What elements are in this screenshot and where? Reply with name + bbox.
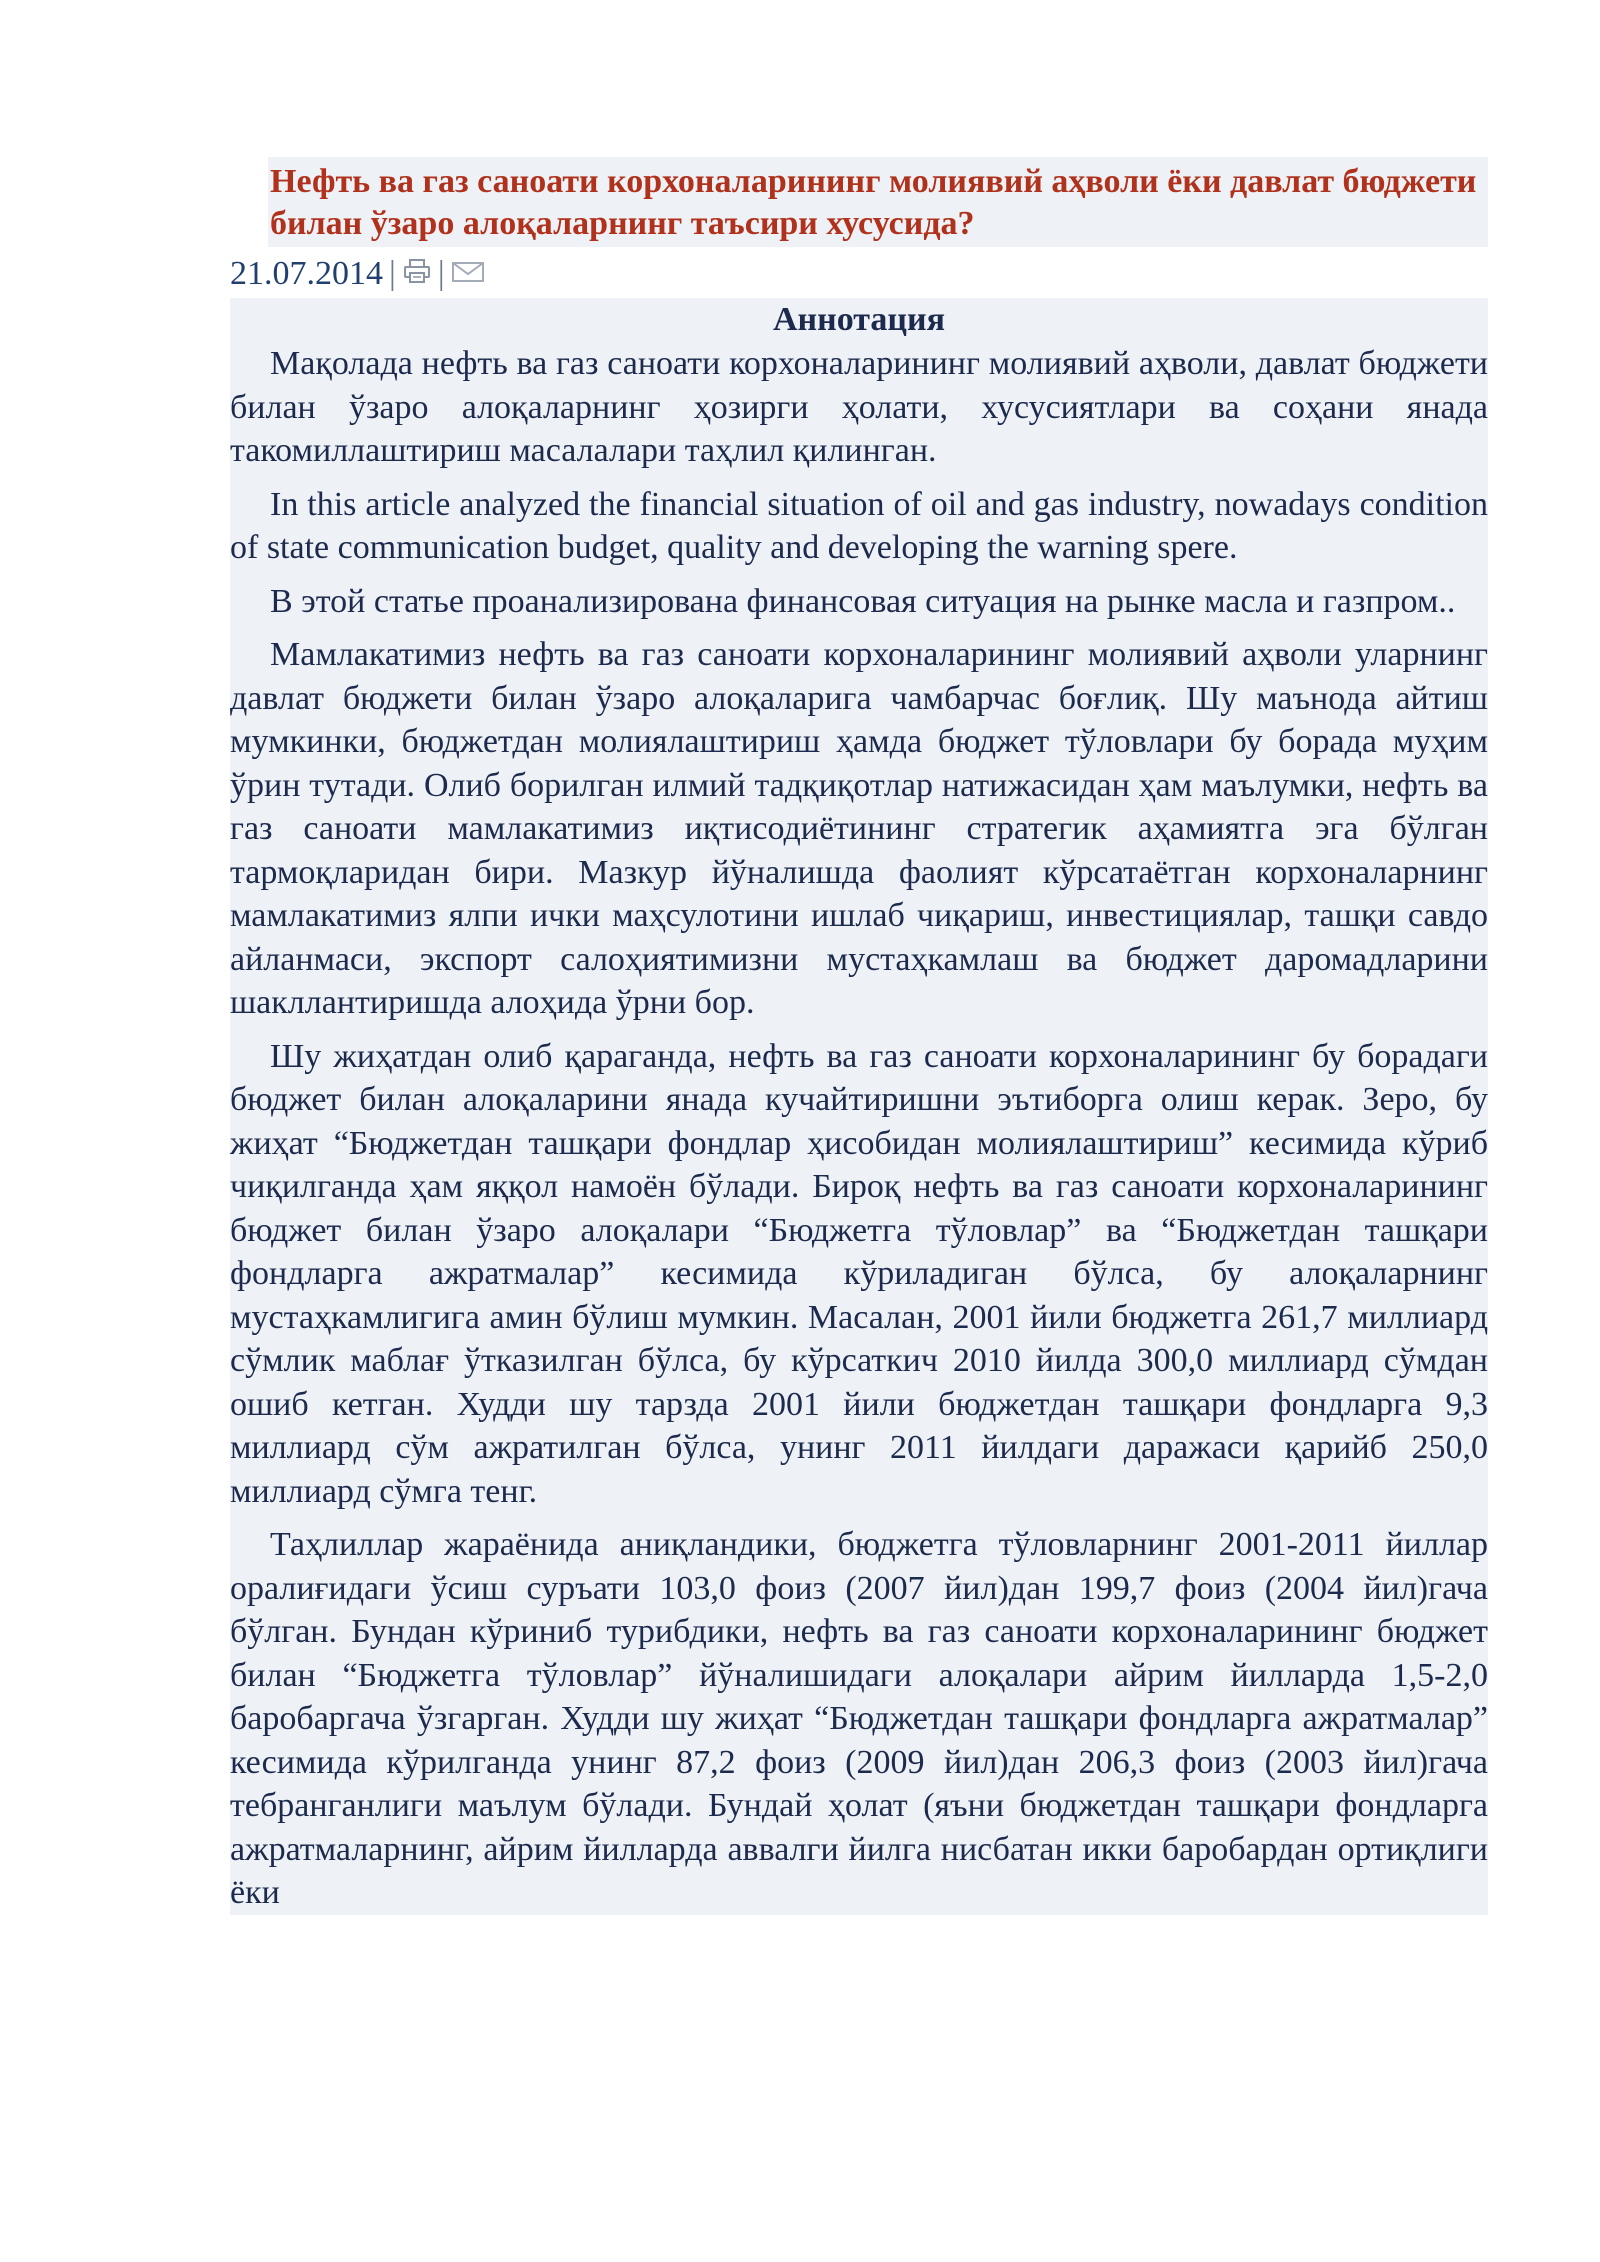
separator-2: | (437, 255, 445, 292)
annotation-heading: Аннотация (773, 301, 945, 338)
email-icon[interactable] (451, 252, 485, 296)
article-meta (230, 252, 485, 296)
article-body (230, 298, 1488, 1915)
paragraph-body-1: Мамлакатимиз нефть ва газ саноати корхоналарининг молиявий аҳволи уларнинг давлат бюджети билан ўзаро алоқаларига чамбарчас боғлиқ. Шу маънода айтиш мумкинки, бюджетдан молиялаштириш ҳамда бюджет тўловлари бу борада муҳим ўрин тутади. Олиб борилган илмий тадқиқотлар натижасидан ҳам маълумки, нефть ва газ саноати мамлакатимиз иқтисодиётининг стратегик аҳамиятга эга бўлган тармоқларидан бири. Мазкур йўналишда фаолият кўрсатаётган корхоналарнинг мамлакатимиз ялпи ички маҳсулотини ишлаб чиқариш, инвестициялар, ташқи савдо айланмаси, экспорт салоҳиятимизни мустаҳкамлаш ва бюджет даромадларини шакллантиришда алоҳида ўрни бор. (230, 636, 1488, 1021)
paragraph-abstract-en: In this article analyzed the financial situation of oil and gas industry, nowadays condition of state communication budget, quality and developing the warning spere. (230, 485, 1488, 566)
paragraph-body-2: Шу жиҳатдан олиб қараганда, нефть ва газ саноати корхоналарининг бу борадаги бюджет билан алоқаларини янада кучайтиришни эътиборга олиш керак. Зеро, бу жиҳат “Бюджетдан ташқари фондлар ҳисобидан молиялаштириш” кесимида кўриб чиқилганда ҳам яққол намоён бўлади. Бироқ нефть ва газ саноати корхоналарининг бюджет билан ўзаро алоқалари “Бюджетга тўловлар” ва “Бюджетдан ташқари фондларга ажратмалар” кесимида кўриладиган бўлса, бу алоқаларнинг мустаҳкамлигига амин бўлиш мумкин. Масалан, 2001 йили бюджетга 261,7 миллиард сўмлик маблағ ўтказилган бўлса, бу кўрсаткич 2010 йилда 300,0 миллиард сўмдан ошиб кетган. Худди шу тарзда 2001 йили бюджетдан ташқари фондларга 9,3 миллиард сўм ажратилган бўлса, унинг 2011 йилдаги даражаси қарийб 250,0 миллиард сўмга тенг. (230, 1037, 1488, 1510)
article-title: Нефть ва газ саноати корхоналарининг молиявий аҳволи ёки давлат бюджети билан ўзаро алоқаларнинг таъсири хусусида? (270, 163, 1477, 242)
title-box (268, 157, 1488, 247)
separator: | (389, 255, 396, 292)
article-date: 21.07.2014 (230, 255, 383, 292)
paragraph-abstract-uz: Мақолада нефть ва газ саноати корхоналарининг молиявий аҳволи, давлат бюджети билан ўзаро алоқаларнинг ҳозирги ҳолати, хусусиятлари ва соҳани янада такомиллаштириш масалалари таҳлил қилинган. (230, 345, 1488, 469)
paragraph-body-3: Таҳлиллар жараёнида аниқландики, бюджетга тўловларнинг 2001-2011 йиллар оралиғидаги ўсиш суръати 103,0 фоиз (2007 йил)дан 199,7 фоиз (2004 йил)гача бўлган. Бундан кўриниб турибдики, нефть ва газ саноати корхоналарининг бюджет билан “Бюджетга тўловлар” йўналишидаги алоқалари айрим йилларда 1,5-2,0 баробаргача ўзгарган. Худди шу жиҳат “Бюджетдан ташқари фондларга ажратмалар” кесимида кўрилганда унинг 87,2 фоиз (2009 йил)дан 206,3 фоиз (2003 йил)гача тебранганлиги маълум бўлади. Бундай ҳолат (яъни бюджетдан ташқари фондларга ажратмаларнинг, айрим йилларда аввалги йилга нисбатан икки баробардан ортиқлиги ёки (230, 1526, 1488, 1911)
print-icon[interactable] (402, 252, 432, 296)
paragraph-abstract-ru: В этой статье проанализирована финансовая ситуация на рынке масла и газпром.. (270, 582, 1456, 620)
